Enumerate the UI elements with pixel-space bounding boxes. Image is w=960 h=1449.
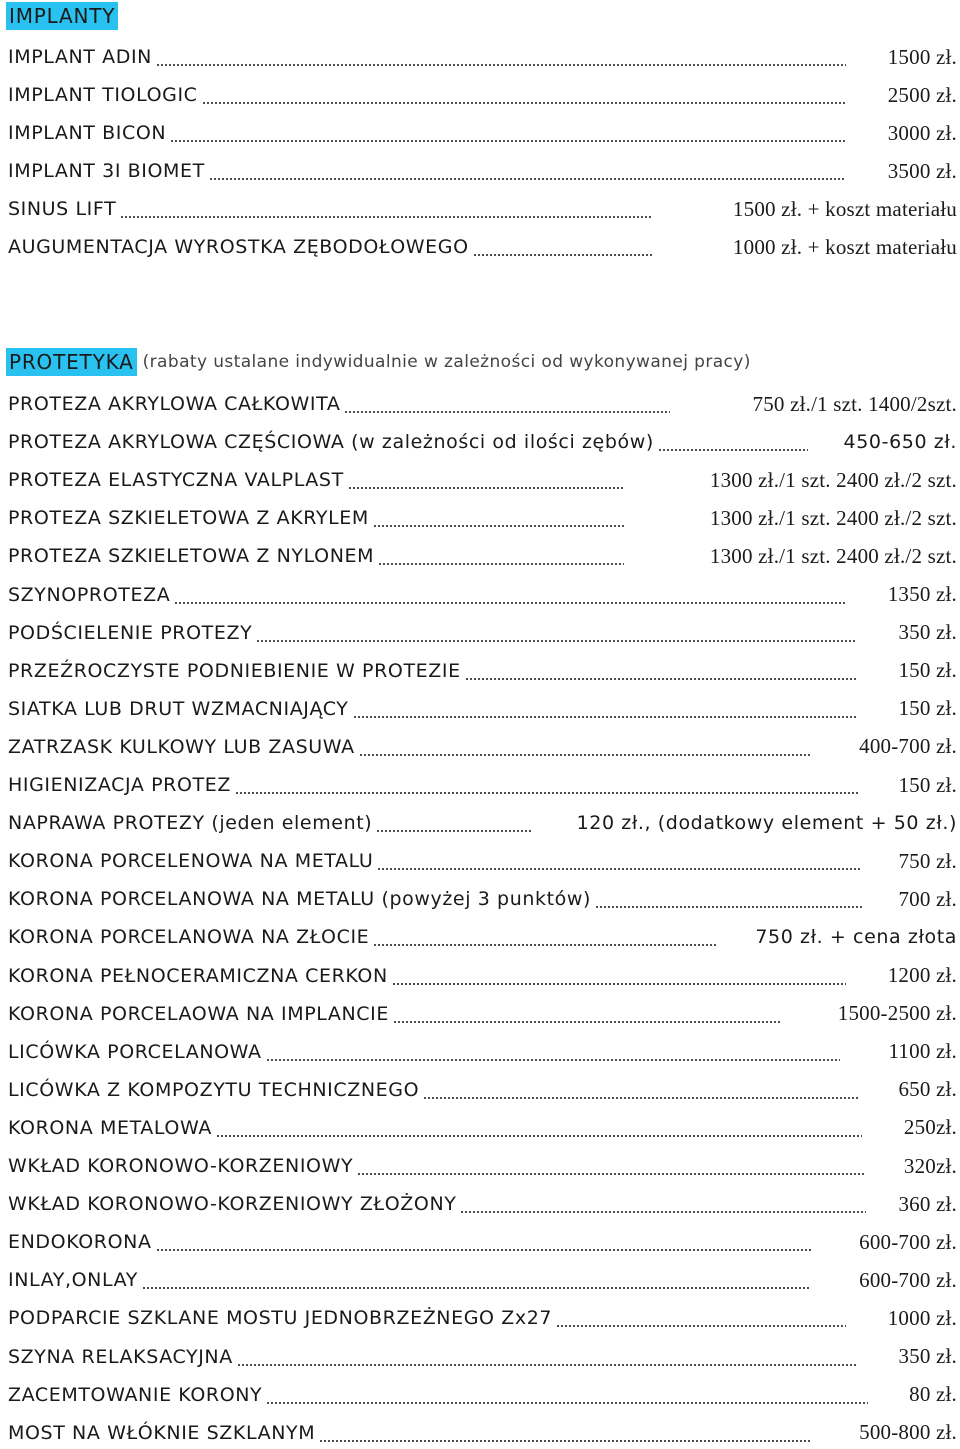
item-name: ZACEMTOWANIE KORONY — [8, 1383, 263, 1406]
item-price: 250zł. — [903, 1115, 957, 1140]
item-name: WKŁAD KORONOWO-KORZENIOWY — [8, 1155, 354, 1177]
dot-leader — [373, 921, 718, 953]
item-price: 750 zł. — [898, 848, 957, 873]
item-price: 1300 zł./1 szt. 2400 zł./2 szt. — [709, 467, 957, 492]
dot-leader — [359, 731, 810, 763]
item-name: KORONA PORCELANOWA NA METALU (powyżej 3 punktów) — [8, 888, 592, 911]
item-price: 500-800 zł. — [859, 1420, 957, 1445]
item-name: KORONA PEŁNOCERAMICZNA CERKON — [8, 964, 388, 987]
list-item — [8, 426, 957, 458]
dot-leader — [170, 117, 846, 149]
list-item — [8, 193, 957, 225]
dot-leader — [142, 1264, 810, 1296]
dot-leader — [658, 426, 808, 458]
item-price: 320zł. — [903, 1153, 957, 1178]
list-item — [8, 1074, 957, 1106]
item-price: 1500 zł. — [887, 44, 957, 69]
item-name: IMPLANT TIOLOGIC — [8, 84, 198, 106]
list-item — [8, 1417, 957, 1449]
item-price: 3500 zł. — [887, 158, 957, 183]
dot-leader — [373, 502, 624, 534]
item-name: KORONA PORCELENOWA NA METALU — [8, 850, 374, 873]
item-name: SINUS LIFT — [8, 198, 117, 220]
item-name: IMPLANT ADIN — [8, 46, 152, 68]
dot-leader — [378, 540, 624, 572]
list-item — [8, 960, 957, 992]
list-item — [8, 41, 957, 73]
list-item — [8, 155, 957, 187]
dot-leader — [174, 579, 846, 611]
dot-leader — [556, 1302, 846, 1334]
item-name: WKŁAD KORONOWO-KORZENIOWY ZŁOŻONY — [8, 1193, 457, 1216]
item-price: 1200 zł. — [887, 963, 957, 987]
item-price: 360 zł. — [898, 1191, 957, 1216]
dot-leader — [256, 617, 856, 649]
list-item — [8, 769, 957, 801]
list-item — [8, 79, 957, 111]
item-name: INLAY,ONLAY — [8, 1269, 138, 1292]
item-price: 600-700 zł. — [859, 1267, 957, 1292]
list-item — [8, 1036, 957, 1068]
item-name: LICÓWKA Z KOMPOZYTU TECHNICZNEGO — [8, 1078, 420, 1101]
section-title: PROTETYKA — [6, 348, 137, 376]
item-price: 1100 zł. — [888, 1039, 957, 1064]
item-price: 80 zł. — [909, 1382, 957, 1407]
list-item — [8, 1264, 957, 1296]
item-name: KORONA PORCELAOWA NA IMPLANCIE — [8, 1002, 389, 1025]
item-price: 1500 zł. + koszt materiału — [732, 196, 957, 221]
item-name: IMPLANT 3I BIOMET — [8, 160, 205, 182]
item-price: 1500-2500 zł. — [837, 1001, 957, 1026]
item-name: PODPARCIE SZKLANE MOSTU JEDNOBRZEŻNEGO Zx27 — [8, 1307, 553, 1330]
item-price: 1300 zł./1 szt. 2400 zł./2 szt. — [709, 543, 957, 568]
list-item — [8, 1112, 957, 1144]
item-name: MOST NA WŁÓKNIE SZKLANYM — [8, 1421, 316, 1444]
list-item — [8, 540, 957, 572]
section-heading-protetyka — [6, 348, 751, 376]
item-name: NAPRAWA PROTEZY (jeden element) — [8, 812, 373, 835]
dot-leader — [344, 388, 670, 420]
list-item — [8, 117, 957, 149]
list-item — [8, 1150, 957, 1182]
item-price: 1000 zł. — [887, 1305, 957, 1330]
list-item — [8, 693, 957, 725]
dot-leader — [423, 1074, 860, 1106]
dot-leader — [266, 1036, 840, 1068]
dot-leader — [377, 845, 860, 877]
item-name: KORONA PORCELANOWA NA ZŁOCIE — [8, 926, 370, 949]
list-item — [8, 1341, 957, 1373]
item-price: 450-650 zł. — [843, 431, 957, 454]
item-name: SIATKA LUB DRUT WZMACNIAJĄCY — [8, 697, 349, 720]
item-price: 150 zł. — [898, 696, 957, 721]
list-item — [8, 579, 957, 611]
item-price: 400-700 zł. — [859, 734, 957, 759]
item-name: SZYNA RELAKSACYJNA — [8, 1345, 233, 1368]
item-price: 3000 zł. — [887, 120, 957, 145]
list-item — [8, 998, 957, 1030]
dot-leader — [348, 464, 624, 496]
list-item — [8, 921, 957, 953]
item-name: PROTEZA SZKIELETOWA Z NYLONEM — [8, 545, 375, 568]
dot-leader — [393, 998, 780, 1030]
dot-leader — [473, 231, 652, 263]
item-price: 1350 zł. — [887, 582, 957, 606]
item-price: 700 zł. — [898, 886, 957, 911]
list-item — [8, 1379, 957, 1411]
dot-leader — [235, 769, 860, 801]
item-name: LICÓWKA PORCELANOWA — [8, 1040, 262, 1063]
item-name: AUGUMENTACJA WYROSTKA ZĘBODOŁOWEGO — [8, 236, 469, 258]
list-item — [8, 464, 957, 496]
list-item — [8, 1188, 957, 1220]
list-item — [8, 617, 957, 649]
dot-leader — [353, 693, 856, 725]
item-name: PROTEZA ELASTYCZNA VALPLAST — [8, 469, 344, 492]
list-item — [8, 1226, 957, 1258]
dot-leader — [357, 1150, 866, 1182]
list-item — [8, 231, 957, 263]
dot-leader — [595, 883, 864, 915]
dot-leader — [209, 155, 846, 187]
item-name: IMPLANT BICON — [8, 122, 167, 144]
item-name: HIGIENIZACJA PROTEZ — [8, 774, 231, 796]
list-item — [8, 883, 957, 915]
dot-leader — [156, 41, 846, 73]
item-name: ENDOKORONA — [8, 1231, 152, 1254]
item-name: KORONA METALOWA — [8, 1116, 212, 1139]
item-price: 600-700 zł. — [859, 1229, 957, 1254]
dot-leader — [156, 1226, 812, 1258]
list-item — [8, 845, 957, 877]
section-note: (rabaty ustalane indywidualnie w zależności od wykonywanej pracy) — [142, 352, 751, 372]
list-item — [8, 807, 957, 839]
dot-leader — [266, 1379, 868, 1411]
dot-leader — [392, 960, 846, 992]
dot-leader — [465, 655, 856, 687]
item-name: PRZEŹROCZYSTE PODNIEBIENIE W PROTEZIE — [8, 659, 461, 682]
section-title: IMPLANTY — [6, 2, 118, 30]
dot-leader — [376, 807, 532, 839]
dot-leader — [216, 1112, 862, 1144]
item-price: 150 zł. — [898, 658, 957, 683]
item-price: 650 zł. — [898, 1077, 957, 1102]
item-price: 150 zł. — [898, 772, 957, 797]
section-heading-implanty — [6, 2, 118, 30]
item-price: 350 zł. — [898, 620, 957, 645]
dot-leader — [460, 1188, 866, 1220]
item-name: PROTEZA AKRYLOWA CAŁKOWITA — [8, 393, 341, 415]
item-price: 350 zł. — [898, 1344, 957, 1368]
dot-leader — [319, 1417, 810, 1449]
list-item — [8, 502, 957, 534]
item-price: 120 zł., (dodatkowy element + 50 zł.) — [576, 812, 957, 835]
list-item — [8, 655, 957, 687]
item-name: PODŚCIELENIE PROTEZY — [8, 621, 253, 644]
item-price: 1000 zł. + koszt materiału — [732, 234, 957, 259]
list-item — [8, 731, 957, 763]
item-price: 750 zł. + cena złota — [755, 926, 957, 949]
item-name: SZYNOPROTEZA — [8, 583, 171, 606]
item-name: ZATRZASK KULKOWY LUB ZASUWA — [8, 735, 355, 758]
dot-leader — [120, 193, 652, 225]
item-price: 750 zł./1 szt. 1400/2szt. — [752, 391, 957, 416]
list-item — [8, 1302, 957, 1334]
item-price: 2500 zł. — [887, 82, 957, 107]
item-price: 1300 zł./1 szt. 2400 zł./2 szt. — [709, 505, 957, 530]
item-name: PROTEZA AKRYLOWA CZĘŚCIOWA (w zależności od ilości zębów) — [8, 431, 654, 454]
list-item — [8, 388, 957, 420]
item-name: PROTEZA SZKIELETOWA Z AKRYLEM — [8, 507, 369, 530]
dot-leader — [202, 79, 846, 111]
dot-leader — [237, 1341, 858, 1373]
